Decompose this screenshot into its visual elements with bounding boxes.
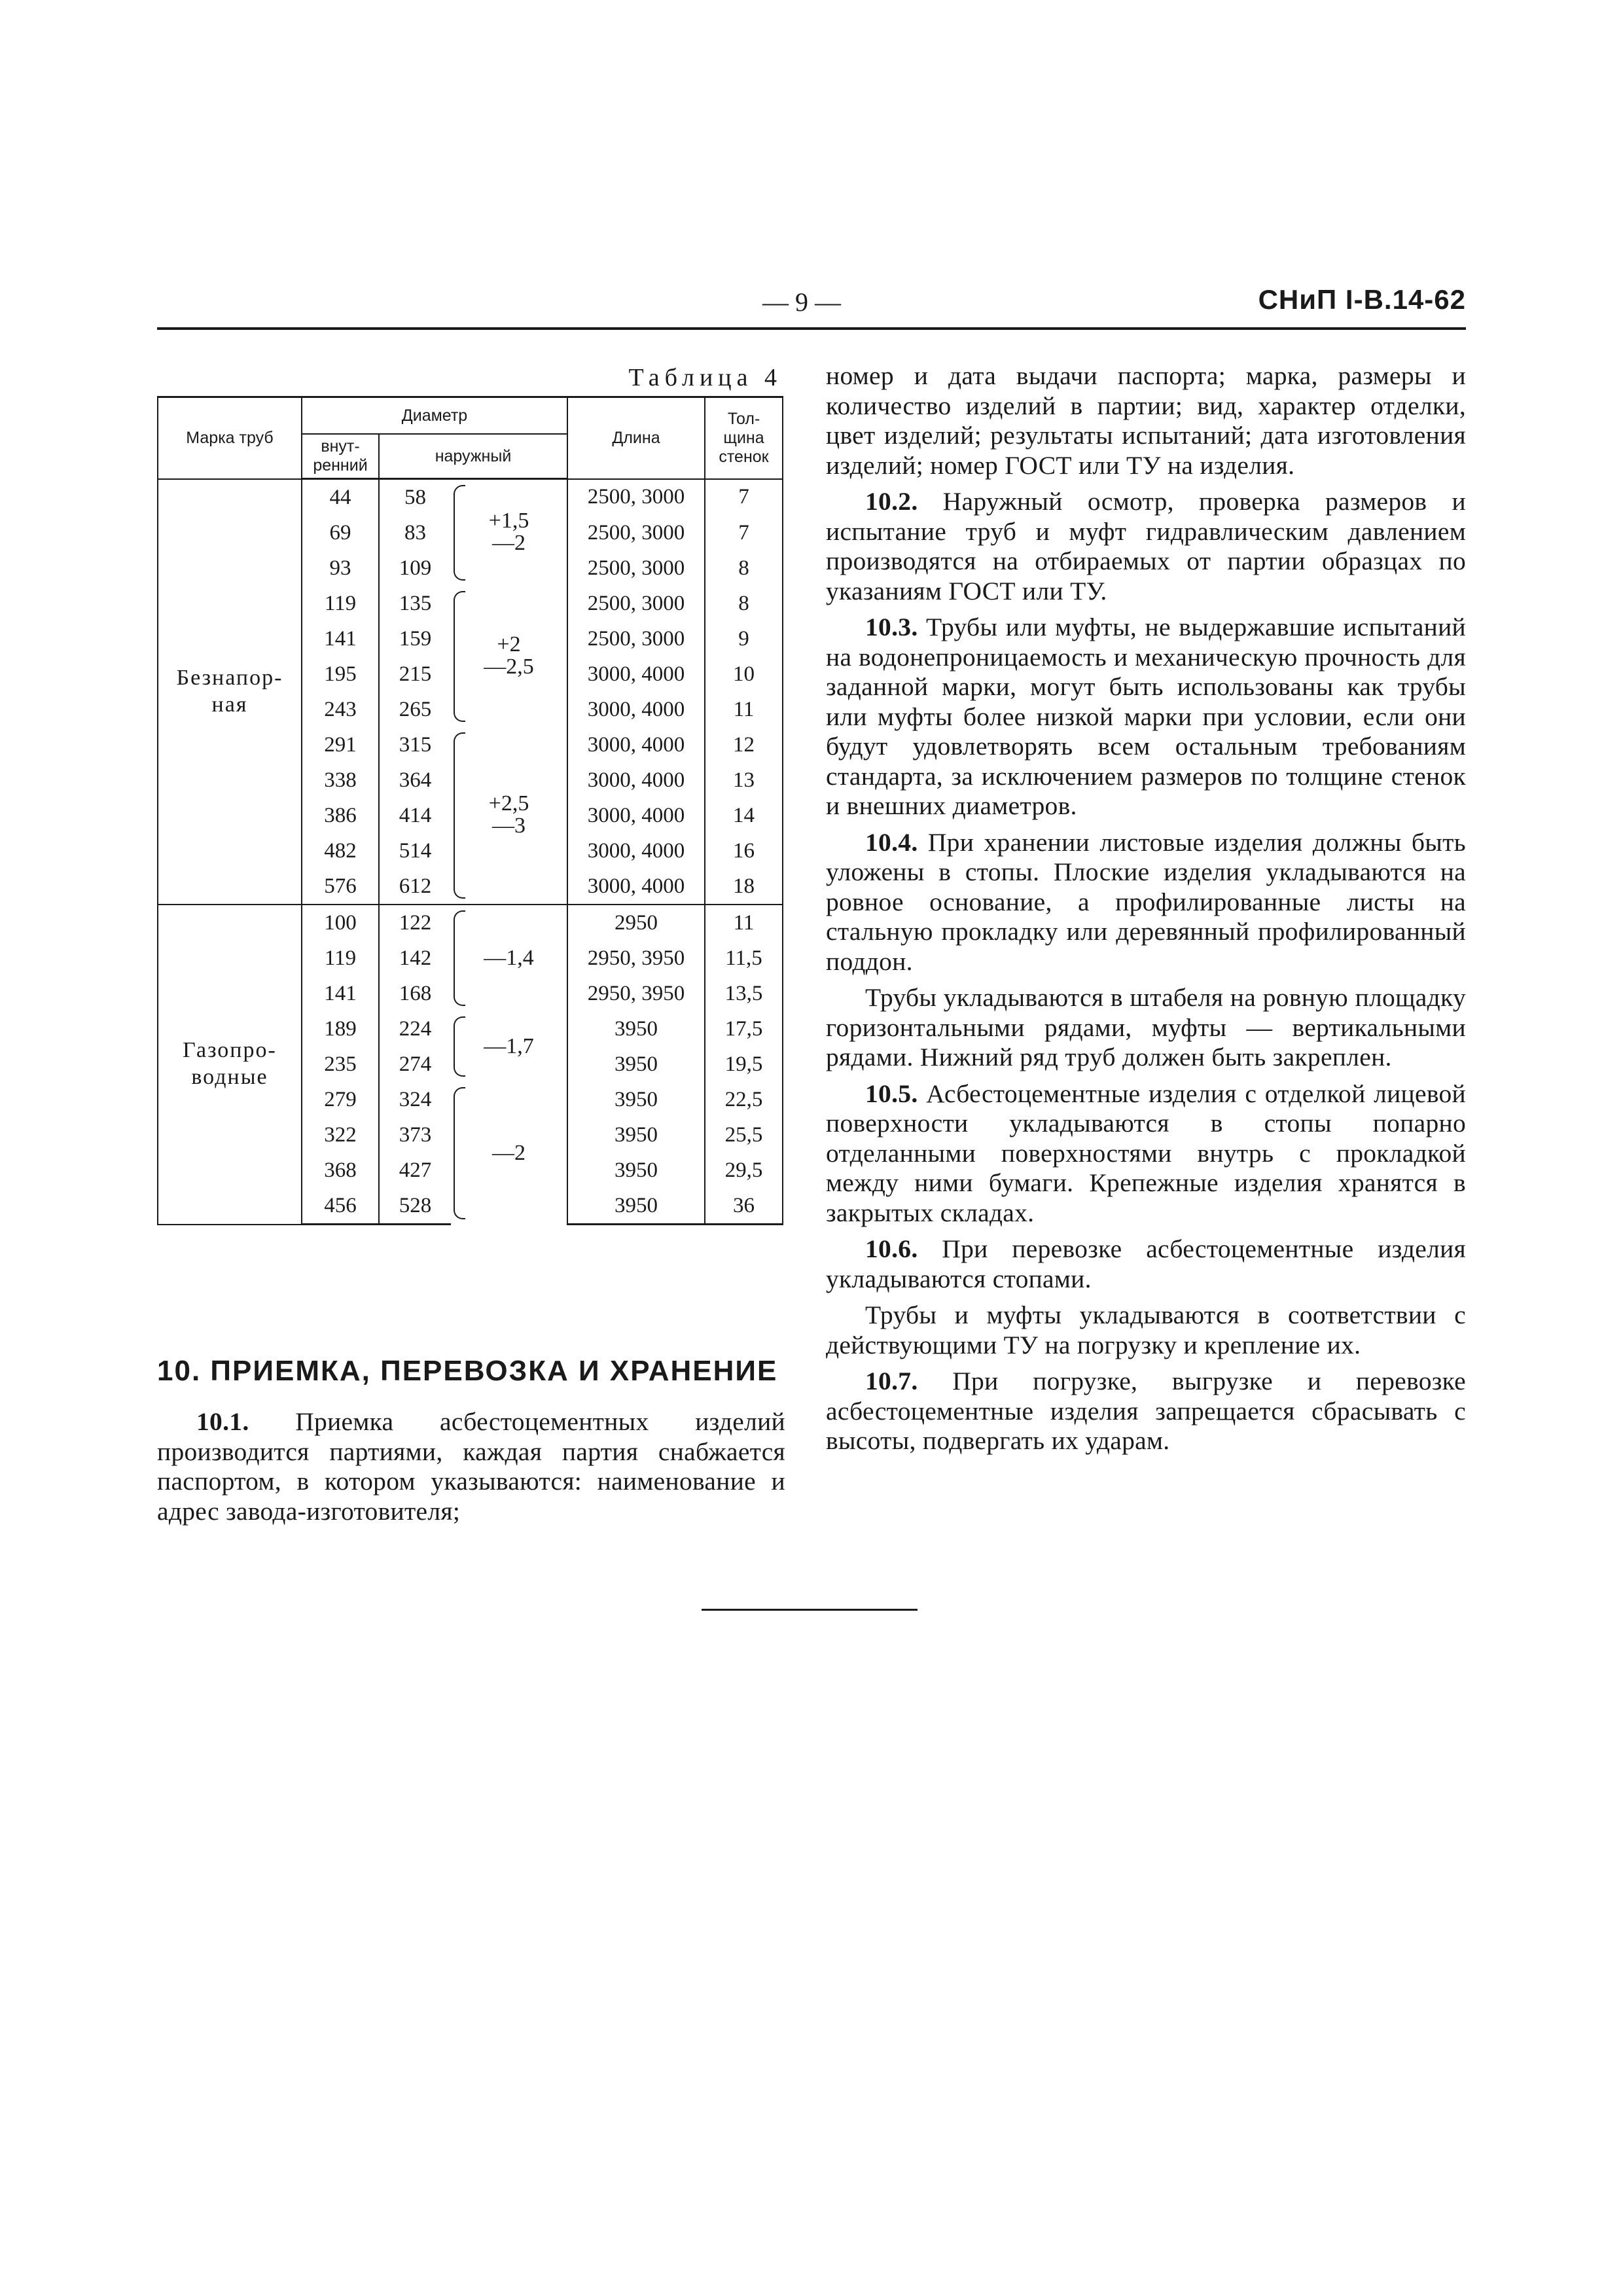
outer-diameter-cell: 528	[379, 1188, 451, 1225]
table-row	[158, 905, 783, 941]
outer-diameter-cell: 109	[379, 550, 451, 586]
tolerance-value: +2	[497, 632, 521, 656]
thickness-cell: 14	[705, 798, 783, 833]
tolerance-values	[484, 634, 534, 678]
length-cell: 2500, 3000	[567, 515, 705, 550]
inner-diameter-cell: 189	[302, 1011, 379, 1047]
outer-diameter-cell: 274	[379, 1047, 451, 1082]
inner-diameter-cell: 141	[302, 621, 379, 656]
inner-diameter-cell: 195	[302, 656, 379, 692]
tolerance-values	[492, 1142, 526, 1164]
paragraph-10-6-b: Трубы и муфты укладываются в соответствии с действующими ТУ на погрузку и крепление их.	[826, 1300, 1466, 1359]
thickness-cell: 11	[705, 692, 783, 727]
paragraph-text: Приемка асбестоцементных изделий производится партиями, каждая партия снабжается паспортом, в котором указываются: наименование и адрес завода-изготовителя;	[157, 1407, 785, 1526]
tolerance-cell	[451, 479, 567, 586]
closing-rule	[702, 1609, 918, 1611]
thickness-cell: 36	[705, 1188, 783, 1225]
thickness-cell: 29,5	[705, 1153, 783, 1188]
tolerance-value: +1,5	[488, 509, 529, 533]
brace-mark	[454, 1016, 465, 1077]
inner-diameter-cell: 100	[302, 905, 379, 941]
paragraph-number: 10.7.	[865, 1367, 918, 1395]
length-cell: 2500, 3000	[567, 550, 705, 586]
paragraph-text: Наружный осмотр, проверка размеров и испытание труб и муфт гидравлическим давлением производятся на отбираемых от партии образцах по указаниям ГОСТ или ТУ.	[826, 487, 1466, 605]
table-row	[158, 479, 783, 516]
page-number: — 9 —	[762, 287, 841, 317]
tolerance-cell	[451, 905, 567, 1011]
header-outer: наружный	[379, 434, 567, 479]
length-cell: 3000, 4000	[567, 727, 705, 762]
outer-diameter-cell: 315	[379, 727, 451, 762]
pipe-dimensions-table	[157, 396, 783, 1225]
paragraph-10-1-continued: номер и дата выдачи паспорта; марка, размеры и количество изделий в партии; вид, характер отделки, цвет изделий; результаты испытаний; дата изготовления изделий; номер ГОСТ или ТУ на изделия.	[826, 361, 1466, 480]
brace-mark	[454, 591, 465, 722]
tolerance-values	[484, 947, 534, 969]
section-title: 10. ПРИЕМКА, ПЕРЕВОЗКА И ХРАНЕНИЕ	[157, 1355, 778, 1387]
tolerance-values	[484, 1035, 534, 1058]
length-cell: 3000, 4000	[567, 656, 705, 692]
thickness-cell: 8	[705, 586, 783, 621]
inner-diameter-cell: 456	[302, 1188, 379, 1225]
thickness-cell: 22,5	[705, 1082, 783, 1117]
paragraph-number: 10.2.	[865, 487, 918, 516]
thickness-cell: 10	[705, 656, 783, 692]
tolerance-value: —2	[492, 1140, 526, 1165]
inner-diameter-cell: 44	[302, 479, 379, 516]
length-cell: 2500, 3000	[567, 586, 705, 621]
paragraph-number: 10.3.	[865, 613, 918, 641]
length-cell: 2500, 3000	[567, 479, 705, 516]
tolerance-value: —1,7	[484, 1034, 534, 1058]
document-code: СНиП I-В.14-62	[1258, 284, 1466, 315]
outer-diameter-cell: 83	[379, 515, 451, 550]
outer-diameter-cell: 414	[379, 798, 451, 833]
inner-diameter-cell: 291	[302, 727, 379, 762]
header-inner: внут- ренний	[302, 434, 379, 479]
outer-diameter-cell: 265	[379, 692, 451, 727]
paragraph-10-4-b: Трубы укладываются в штабеля на ровную площадку горизонтальными рядами, муфты — вертикальными рядами. Нижний ряд труб должен быть закреплен.	[826, 983, 1466, 1071]
inner-diameter-cell: 119	[302, 586, 379, 621]
outer-diameter-cell: 373	[379, 1117, 451, 1153]
group-name: Газопро- водные	[158, 905, 302, 1225]
header-mark: Марка труб	[158, 397, 302, 479]
length-cell: 3950	[567, 1047, 705, 1082]
inner-diameter-cell: 243	[302, 692, 379, 727]
tolerance-values	[489, 793, 529, 837]
paragraph-10-4	[826, 828, 1466, 977]
length-cell: 3000, 4000	[567, 869, 705, 905]
inner-diameter-cell: 279	[302, 1082, 379, 1117]
thickness-cell: 7	[705, 479, 783, 516]
outer-diameter-cell: 612	[379, 869, 451, 905]
right-column-text	[826, 361, 1466, 1463]
outer-diameter-cell: 215	[379, 656, 451, 692]
thickness-cell: 25,5	[705, 1117, 783, 1153]
length-cell: 3000, 4000	[567, 833, 705, 869]
thickness-cell: 11	[705, 905, 783, 941]
length-cell: 2500, 3000	[567, 621, 705, 656]
outer-diameter-cell: 135	[379, 586, 451, 621]
left-column-text	[157, 1407, 785, 1533]
paragraph-number: 10.4.	[865, 827, 918, 857]
header-diameter: Диаметр	[302, 397, 567, 435]
thickness-cell: 19,5	[705, 1047, 783, 1082]
tolerance-value: +2,5	[488, 791, 529, 816]
outer-diameter-cell: 427	[379, 1153, 451, 1188]
outer-diameter-cell: 324	[379, 1082, 451, 1117]
thickness-cell: 8	[705, 550, 783, 586]
thickness-cell: 12	[705, 727, 783, 762]
brace-mark	[454, 732, 465, 899]
length-cell: 3950	[567, 1188, 705, 1225]
tolerance-cell	[451, 727, 567, 905]
inner-diameter-cell: 482	[302, 833, 379, 869]
paragraph-number: 10.6.	[865, 1234, 918, 1263]
thickness-cell: 7	[705, 515, 783, 550]
outer-diameter-cell: 224	[379, 1011, 451, 1047]
outer-diameter-cell: 142	[379, 941, 451, 976]
tolerance-cell	[451, 1082, 567, 1225]
length-cell: 3000, 4000	[567, 762, 705, 798]
tolerance-value: —1,4	[484, 946, 534, 970]
tolerance-value: —2,5	[484, 655, 534, 679]
paragraph-10-1	[157, 1407, 785, 1526]
length-cell: 3950	[567, 1082, 705, 1117]
tolerance-cell	[451, 586, 567, 727]
inner-diameter-cell: 338	[302, 762, 379, 798]
inner-diameter-cell: 322	[302, 1117, 379, 1153]
paragraph-number: 10.5.	[865, 1079, 918, 1108]
paragraph-10-3	[826, 613, 1466, 821]
paragraph-10-6	[826, 1234, 1466, 1294]
thickness-cell: 18	[705, 869, 783, 905]
paragraph-text: При погрузке, выгрузке и перевозке асбестоцементные изделия запрещается сбрасывать с высоты, подвергать их ударам.	[826, 1367, 1466, 1455]
paragraph-text: При перевозке асбестоцементные изделия укладываются стопами.	[826, 1234, 1466, 1293]
table-caption: Таблица 4	[628, 364, 782, 391]
thickness-cell: 13	[705, 762, 783, 798]
header-thickness: Тол- щина стенок	[705, 397, 783, 479]
brace-mark	[454, 910, 465, 1006]
outer-diameter-cell: 159	[379, 621, 451, 656]
paragraph-10-2	[826, 487, 1466, 606]
length-cell: 3950	[567, 1117, 705, 1153]
inner-diameter-cell: 93	[302, 550, 379, 586]
paragraph-number: 10.1.	[196, 1407, 249, 1436]
thickness-cell: 17,5	[705, 1011, 783, 1047]
length-cell: 3000, 4000	[567, 798, 705, 833]
inner-diameter-cell: 119	[302, 941, 379, 976]
outer-diameter-cell: 58	[379, 479, 451, 516]
outer-diameter-cell: 122	[379, 905, 451, 941]
outer-diameter-cell: 364	[379, 762, 451, 798]
inner-diameter-cell: 69	[302, 515, 379, 550]
table-body	[158, 479, 783, 1225]
inner-diameter-cell: 386	[302, 798, 379, 833]
thickness-cell: 11,5	[705, 941, 783, 976]
tolerance-values	[489, 510, 529, 554]
outer-diameter-cell: 168	[379, 976, 451, 1011]
paragraph-text: Трубы или муфты, не выдержавшие испытаний на водонепроницаемость и механическую прочность для заданной марки, могут быть использованы как трубы или муфты более низкой марки при условии, если они будут удовлетворять всем остальным требованиям стандарта, за исключением размеров по толщине стенок и внешних диаметров.	[826, 613, 1466, 820]
length-cell: 3000, 4000	[567, 692, 705, 727]
length-cell: 2950, 3950	[567, 941, 705, 976]
thickness-cell: 9	[705, 621, 783, 656]
header-rule	[157, 327, 1466, 330]
outer-diameter-cell: 514	[379, 833, 451, 869]
length-cell: 3950	[567, 1153, 705, 1188]
thickness-cell: 13,5	[705, 976, 783, 1011]
brace-mark	[454, 1087, 465, 1219]
thickness-cell: 16	[705, 833, 783, 869]
inner-diameter-cell: 576	[302, 869, 379, 905]
tolerance-cell	[451, 1011, 567, 1082]
length-cell: 2950, 3950	[567, 976, 705, 1011]
header-length: Длина	[567, 397, 705, 479]
brace-mark	[454, 485, 465, 581]
paragraph-10-5	[826, 1079, 1466, 1229]
tolerance-value: —2	[492, 531, 526, 555]
inner-diameter-cell: 141	[302, 976, 379, 1011]
paragraph-10-7	[826, 1367, 1466, 1456]
paragraph-text: Асбестоцементные изделия с отделкой лицевой поверхности укладываются в стопы попарно отделанными поверхностями внутрь с прокладкой между ними бумаги. Крепежные изделия хранятся в закрытых складах.	[826, 1079, 1466, 1227]
length-cell: 2950	[567, 905, 705, 941]
tolerance-value: —3	[492, 814, 526, 838]
inner-diameter-cell: 368	[302, 1153, 379, 1188]
inner-diameter-cell: 235	[302, 1047, 379, 1082]
length-cell: 3950	[567, 1011, 705, 1047]
group-name: Безнапор- ная	[158, 479, 302, 905]
paragraph-text: При хранении листовые изделия должны быть уложены в стопы. Плоские изделия укладываются на ровное основание, а профилированные листы на стальную прокладку или деревянный профилированный поддон.	[826, 827, 1466, 976]
